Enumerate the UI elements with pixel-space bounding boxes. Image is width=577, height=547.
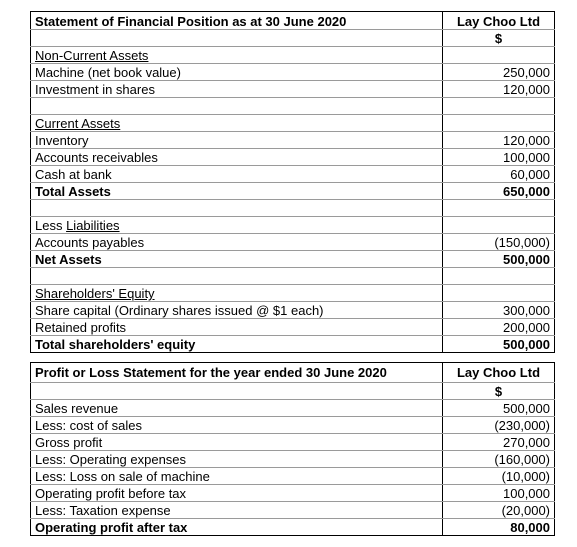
row-label: Operating profit after tax — [31, 519, 443, 536]
row-label: Current Assets — [31, 115, 443, 132]
currency-symbol: $ — [443, 383, 555, 400]
table-row — [31, 251, 555, 268]
row-amount — [443, 115, 555, 132]
row-label: Machine (net book value) — [31, 64, 443, 81]
table-row — [31, 64, 555, 81]
table-row — [31, 519, 555, 536]
table-row — [31, 149, 555, 166]
row-amount — [443, 217, 555, 234]
row-amount: (230,000) — [443, 417, 555, 434]
table-row — [31, 166, 555, 183]
row-amount: 200,000 — [443, 319, 555, 336]
row-amount: 300,000 — [443, 302, 555, 319]
statement-title: Profit or Loss Statement for the year ended 30 June 2020 — [31, 363, 443, 383]
table-row — [31, 47, 555, 64]
entity-name: Lay Choo Ltd — [443, 363, 555, 383]
row-amount: (10,000) — [443, 468, 555, 485]
row-label: Non-Current Assets — [31, 47, 443, 64]
currency-row — [31, 383, 555, 400]
table-header-row — [31, 363, 555, 383]
row-amount: 100,000 — [443, 149, 555, 166]
row-amount — [443, 200, 555, 217]
currency-symbol: $ — [443, 30, 555, 47]
row-label: Accounts receivables — [31, 149, 443, 166]
table-row — [31, 132, 555, 149]
table-row — [31, 400, 555, 417]
table-row — [31, 319, 555, 336]
row-amount — [443, 98, 555, 115]
row-amount: 500,000 — [443, 336, 555, 353]
entity-name: Lay Choo Ltd — [443, 12, 555, 30]
table-row — [31, 234, 555, 251]
row-amount: (160,000) — [443, 451, 555, 468]
table-row — [31, 336, 555, 353]
table-row — [31, 200, 555, 217]
row-label — [31, 217, 443, 234]
table-row — [31, 183, 555, 200]
row-label: Operating profit before tax — [31, 485, 443, 502]
row-label: Investment in shares — [31, 81, 443, 98]
table-row — [31, 98, 555, 115]
row-label: Inventory — [31, 132, 443, 149]
table-row — [31, 451, 555, 468]
table-row — [31, 434, 555, 451]
table-row — [31, 502, 555, 519]
table-row — [31, 115, 555, 132]
row-label: Shareholders' Equity — [31, 285, 443, 302]
table-row — [31, 302, 555, 319]
row-amount: 500,000 — [443, 251, 555, 268]
financial-position-body — [31, 12, 555, 353]
row-amount: (20,000) — [443, 502, 555, 519]
table-row — [31, 285, 555, 302]
row-label-underlined: Liabilities — [66, 218, 120, 233]
row-label: Share capital (Ordinary shares issued @ $1 each) — [31, 302, 443, 319]
currency-row-spacer — [31, 30, 443, 47]
table-row — [31, 468, 555, 485]
row-label: Less: Operating expenses — [31, 451, 443, 468]
row-amount — [443, 285, 555, 302]
financial-position-table — [30, 11, 555, 353]
row-label: Total Assets — [31, 183, 443, 200]
currency-row-spacer — [31, 383, 443, 400]
row-amount: 120,000 — [443, 81, 555, 98]
row-amount: 500,000 — [443, 400, 555, 417]
row-label: Total shareholders' equity — [31, 336, 443, 353]
row-amount — [443, 268, 555, 285]
row-amount: 60,000 — [443, 166, 555, 183]
row-label: Accounts payables — [31, 234, 443, 251]
table-row — [31, 81, 555, 98]
profit-loss-table — [30, 362, 555, 536]
row-label: Retained profits — [31, 319, 443, 336]
row-label: Less: Taxation expense — [31, 502, 443, 519]
row-label — [31, 268, 443, 285]
row-label — [31, 98, 443, 115]
row-amount: 100,000 — [443, 485, 555, 502]
statement-title: Statement of Financial Position as at 30 June 2020 — [31, 12, 443, 30]
table-row — [31, 268, 555, 285]
row-label: Less: cost of sales — [31, 417, 443, 434]
table-row — [31, 217, 555, 234]
row-amount: 650,000 — [443, 183, 555, 200]
row-amount: 120,000 — [443, 132, 555, 149]
row-amount: (150,000) — [443, 234, 555, 251]
row-label: Less: Loss on sale of machine — [31, 468, 443, 485]
row-label: Gross profit — [31, 434, 443, 451]
currency-row — [31, 30, 555, 47]
table-row — [31, 485, 555, 502]
row-amount: 270,000 — [443, 434, 555, 451]
row-label-prefix: Less — [35, 218, 67, 233]
row-label: Sales revenue — [31, 400, 443, 417]
table-row — [31, 417, 555, 434]
table-header-row — [31, 12, 555, 30]
row-amount: 250,000 — [443, 64, 555, 81]
profit-loss-body — [31, 363, 555, 536]
row-label: Cash at bank — [31, 166, 443, 183]
row-amount: 80,000 — [443, 519, 555, 536]
row-label: Net Assets — [31, 251, 443, 268]
row-amount — [443, 47, 555, 64]
row-label — [31, 200, 443, 217]
